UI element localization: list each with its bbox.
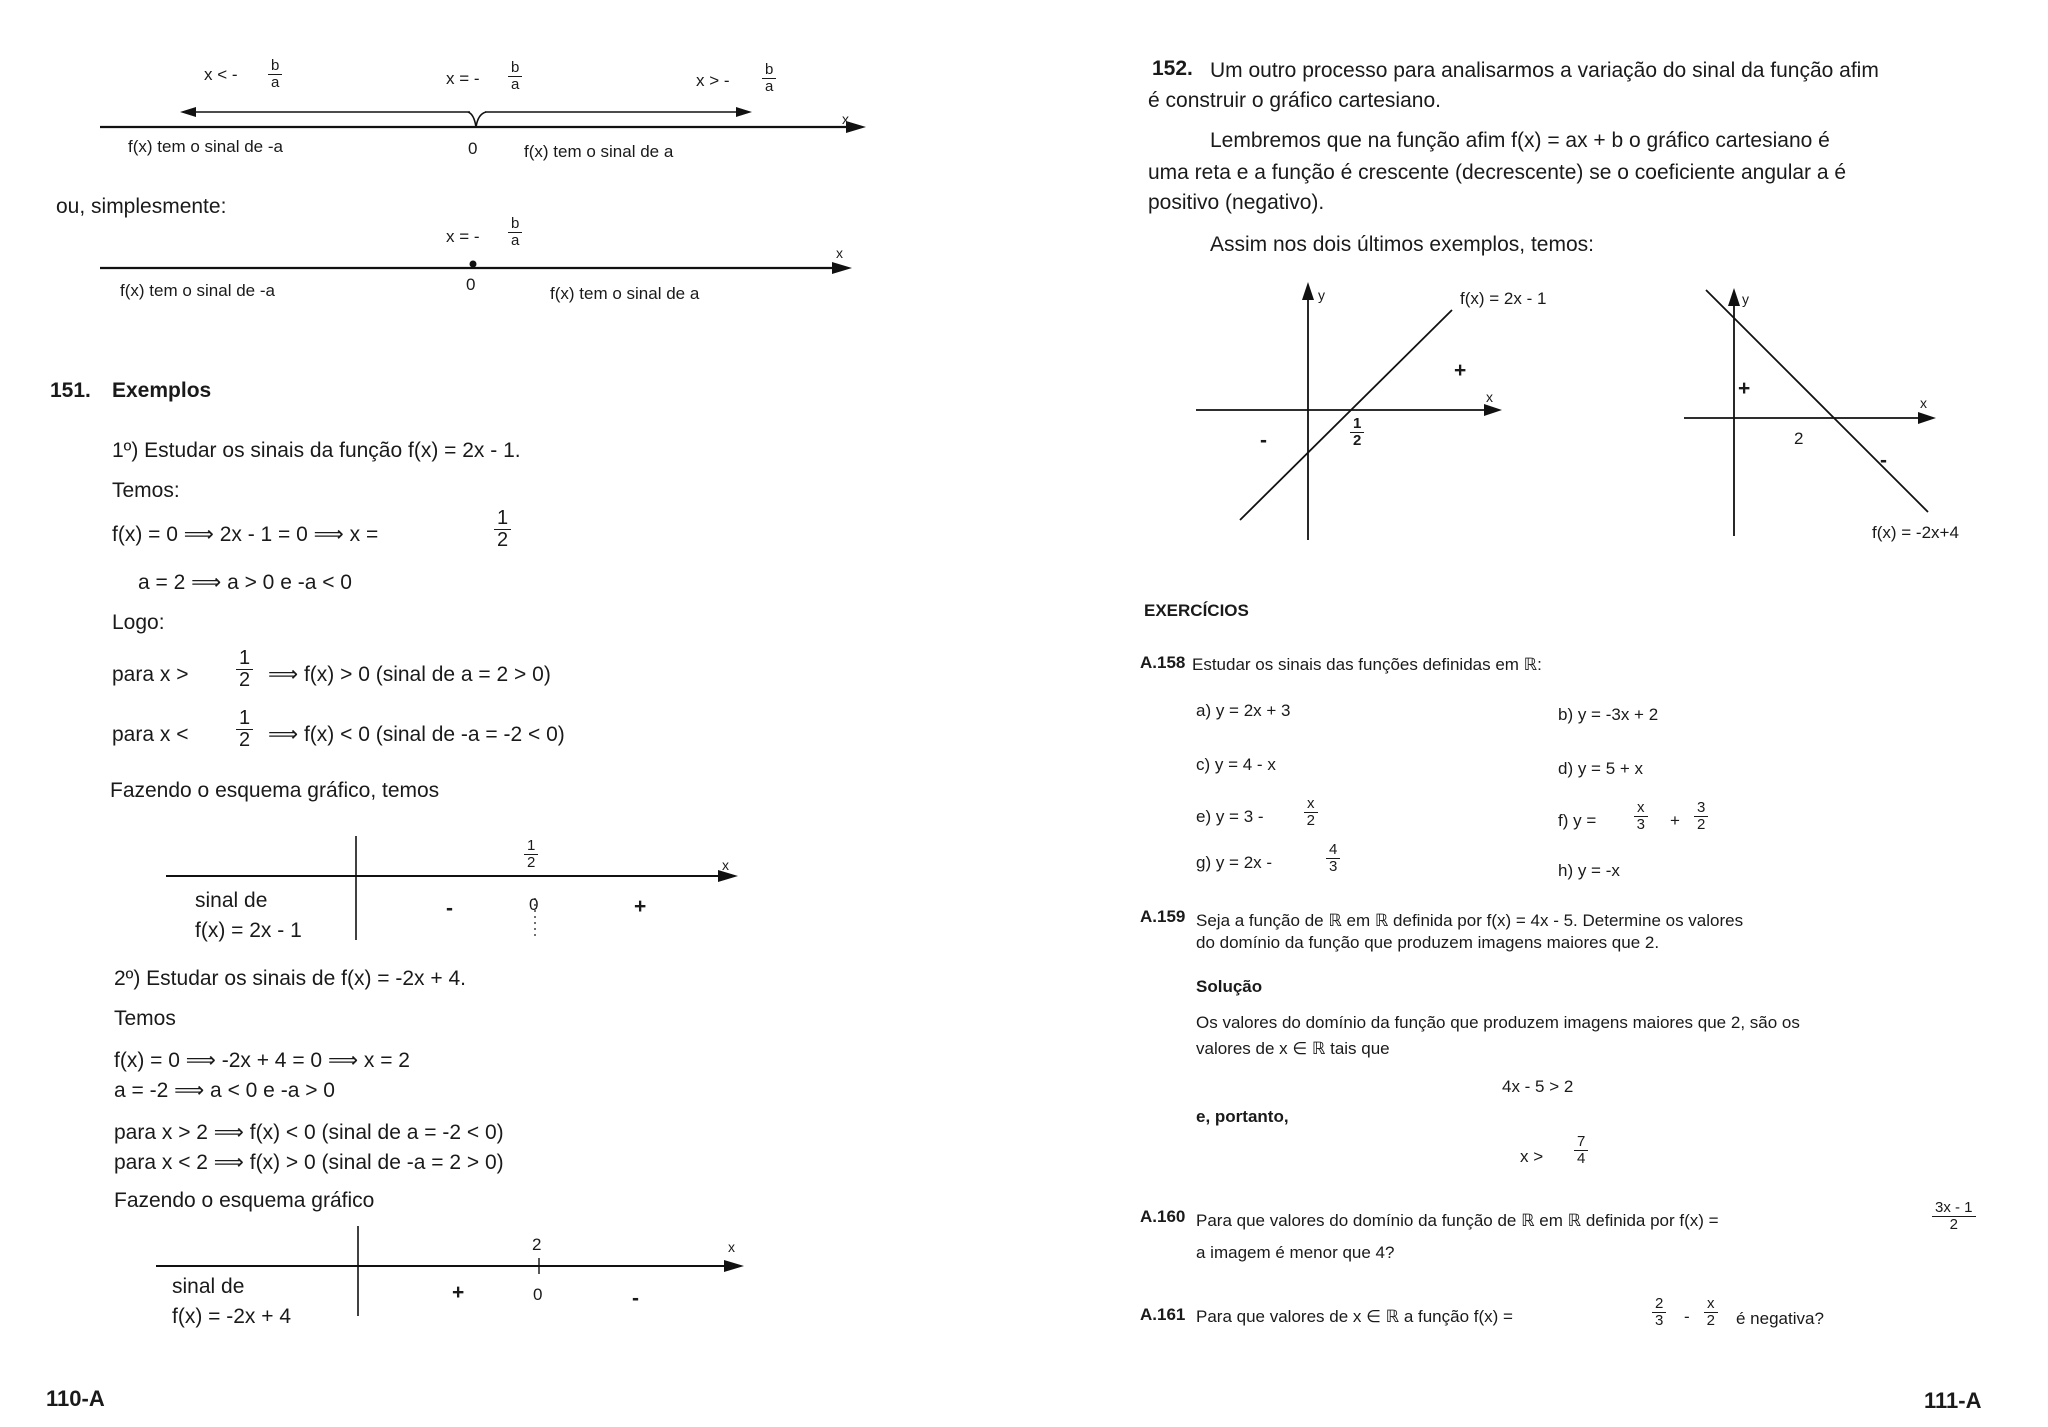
condition-greater-result: ⟹ f(x) > 0 (sinal de a = 2 > 0): [268, 663, 551, 686]
mid-condition: x = -: [446, 69, 480, 88]
example1-heading: 1º) Estudar os sinais da função f(x) = 2x - 1.: [112, 439, 521, 462]
simply-text: ou, simplesmente:: [56, 195, 227, 218]
exercise-line1: Para que valores do domínio da função de ℝ em ℝ definida por f(x) =: [1196, 1211, 1719, 1230]
graph2-x-label: x: [1920, 395, 1927, 411]
solution-inequality: 4x - 5 > 2: [1502, 1077, 1574, 1096]
right-page: [1024, 0, 2048, 1427]
root-label: 2: [532, 1235, 542, 1254]
fraction-b-over-a: $\frac{b}{a}$: [508, 216, 522, 249]
logo-text: Logo:: [112, 611, 165, 634]
graph1-root-fraction: $\frac{1}{2}$: [1350, 416, 1364, 449]
section-line2: é construir o gráfico cartesiano.: [1148, 89, 1441, 112]
condition-greater: para x > 2 ⟹ f(x) < 0 (sinal de a = -2 < 0): [114, 1121, 504, 1144]
exercise-line1: Seja a função de ℝ em ℝ definida por f(x) = 4x - 5. Determine os valores: [1196, 911, 1744, 930]
right-sign-label: f(x) tem o sinal de a: [550, 284, 700, 303]
fraction-b-over-a: $\frac{b}{a}$: [508, 60, 522, 93]
root-fraction: $\frac{1}{2}$: [524, 838, 538, 871]
graph1-y-label: y: [1318, 287, 1325, 303]
paragraph-line3: positivo (negativo).: [1148, 191, 1325, 214]
equation-coefficient: a = -2 ⟹ a < 0 e -a > 0: [114, 1079, 335, 1102]
exercise-fraction: $\frac{3x - 1}{2}$: [1932, 1200, 1976, 1233]
axis-x-label: x: [836, 245, 843, 261]
solution-heading: Solução: [1196, 977, 1263, 996]
condition-less: para x <: [112, 723, 189, 746]
sign-minus: -: [632, 1287, 639, 1310]
item-f-fraction2: $\frac{3}{2}$: [1694, 800, 1708, 833]
right-condition: x > -: [696, 71, 730, 90]
item-e-fraction: $\frac{x}{2}$: [1304, 796, 1318, 829]
paragraph-intro: Assim nos dois últimos exemplos, temos:: [1210, 233, 1594, 256]
item-c: c) y = 4 - x: [1196, 755, 1276, 774]
item-f-plus: +: [1670, 811, 1680, 830]
solution-line2: valores de x ∈ ℝ tais que: [1196, 1039, 1390, 1058]
right-sign-label: f(x) tem o sinal de a: [524, 142, 674, 161]
scheme-drawing: [0, 0, 1024, 1340]
section-title: Exemplos: [112, 379, 212, 402]
fraction-one-half: $\frac{1}{2}$: [494, 508, 511, 551]
zero-label: 0: [529, 895, 539, 914]
item-d: d) y = 5 + x: [1558, 759, 1644, 778]
graph2-minus: -: [1880, 449, 1887, 472]
graph-increasing: [1196, 282, 1502, 540]
page-number: 111-A: [1924, 1388, 1982, 1413]
axis-x-label: x: [722, 857, 729, 873]
exercise-id: A.161: [1140, 1305, 1186, 1324]
exercise-id: A.160: [1140, 1207, 1186, 1226]
fraction-b-over-a: $\frac{b}{a}$: [268, 58, 282, 91]
exercise-text-end: é negativa?: [1736, 1309, 1824, 1328]
equation-coefficient: a = 2 ⟹ a > 0 e -a < 0: [138, 571, 352, 594]
left-condition: x < -: [204, 65, 238, 84]
exercise-id: A.159: [1140, 907, 1186, 926]
item-e: e) y = 3 -: [1196, 807, 1264, 826]
item-g-fraction: $\frac{4}{3}$: [1326, 842, 1340, 875]
exercise-minus: -: [1684, 1307, 1690, 1326]
item-f-fraction1: $\frac{x}{3}$: [1634, 800, 1648, 833]
fraction-one-half: $\frac{1}{2}$: [236, 648, 253, 691]
equation-root: f(x) = 0 ⟹ 2x - 1 = 0 ⟹ x =: [112, 523, 379, 546]
condition-less-result: ⟹ f(x) < 0 (sinal de -a = -2 < 0): [268, 723, 565, 746]
condition-greater: para x >: [112, 663, 189, 686]
zero-label: 0: [468, 139, 478, 158]
equation-root: f(x) = 0 ⟹ -2x + 4 = 0 ⟹ x = 2: [114, 1049, 410, 1072]
scheme-intro: Fazendo o esquema gráfico, temos: [110, 779, 440, 802]
item-g: g) y = 2x -: [1196, 853, 1273, 872]
sign-plus: +: [452, 1281, 465, 1304]
graph2-y-label: y: [1742, 291, 1749, 307]
page-number: 110-A: [46, 1386, 105, 1411]
section-line1: Um outro processo para analisarmos a variação do sinal da função afim: [1210, 59, 1879, 82]
scheme-label-line2: f(x) = -2x + 4: [172, 1305, 292, 1328]
left-sign-label: f(x) tem o sinal de -a: [128, 137, 283, 156]
paragraph-line1: Lembremos que na função afim f(x) = ax + b o gráfico cartesiano é: [1210, 129, 1830, 152]
graph-decreasing: [1684, 288, 1936, 536]
solution-line1: Os valores do domínio da função que produzem imagens maiores que 2, são os: [1196, 1013, 1800, 1032]
zero-label: 0: [466, 275, 476, 294]
item-a: a) y = 2x + 3: [1196, 701, 1291, 720]
graph1-minus: -: [1260, 429, 1267, 452]
item-h: h) y = -x: [1558, 861, 1620, 880]
exercise-text: Estudar os sinais das funções definidas em ℝ:: [1192, 655, 1542, 674]
sign-plus: +: [634, 895, 647, 918]
condition-less: para x < 2 ⟹ f(x) > 0 (sinal de -a = 2 > 0): [114, 1151, 504, 1174]
scheme-label-line1: sinal de: [195, 889, 268, 912]
exercise-fraction1: $\frac{2}{3}$: [1652, 1296, 1666, 1329]
fraction-one-half: $\frac{1}{2}$: [236, 708, 253, 751]
cartesian-graphs: [1024, 0, 2048, 560]
section-number: 152.: [1152, 57, 1193, 80]
temos-text: Temos: [114, 1007, 176, 1030]
exercise-line2: do domínio da função que produzem imagens maiores que 2.: [1196, 933, 1660, 952]
graph1-x-label: x: [1486, 389, 1493, 405]
graph2-root: 2: [1794, 429, 1804, 448]
axis-x-label: x: [728, 1239, 735, 1255]
scheme-intro: Fazendo o esquema gráfico: [114, 1189, 375, 1212]
solution-fraction: $\frac{7}{4}$: [1574, 1134, 1588, 1167]
temos-text: Temos:: [112, 479, 180, 502]
example2-heading: 2º) Estudar os sinais de f(x) = -2x + 4.: [114, 967, 466, 990]
axis-x-label: x: [842, 111, 849, 127]
exercises-title: EXERCÍCIOS: [1144, 601, 1249, 620]
sign-minus: -: [446, 897, 453, 920]
fraction-b-over-a: $\frac{b}{a}$: [762, 62, 776, 95]
exercise-line2: a imagem é menor que 4?: [1196, 1243, 1395, 1262]
graph2-function-label: f(x) = -2x+4: [1872, 523, 1959, 542]
paragraph-line2: uma reta e a função é crescente (decrescente) se o coeficiente angular a é: [1148, 161, 1847, 184]
exercise-id: A.158: [1140, 653, 1186, 672]
scheme-label-line1: sinal de: [172, 1275, 245, 1298]
graph2-plus: +: [1738, 377, 1751, 400]
exercise-fraction2: $\frac{x}{2}$: [1704, 1296, 1718, 1329]
graph1-plus: +: [1454, 359, 1467, 382]
left-sign-label: f(x) tem o sinal de -a: [120, 281, 275, 300]
solution-result: x >: [1520, 1147, 1544, 1166]
solution-therefore: e, portanto,: [1196, 1107, 1289, 1126]
item-b: b) y = -3x + 2: [1558, 705, 1659, 724]
item-f: f) y =: [1558, 811, 1597, 830]
section-number: 151.: [50, 379, 91, 402]
exercise-text-start: Para que valores de x ∈ ℝ a função f(x) =: [1196, 1307, 1513, 1326]
scheme-label-line2: f(x) = 2x - 1: [195, 919, 302, 942]
graph1-function-label: f(x) = 2x - 1: [1460, 289, 1547, 308]
zero-label: 0: [533, 1285, 543, 1304]
mid-condition: x = -: [446, 227, 480, 246]
